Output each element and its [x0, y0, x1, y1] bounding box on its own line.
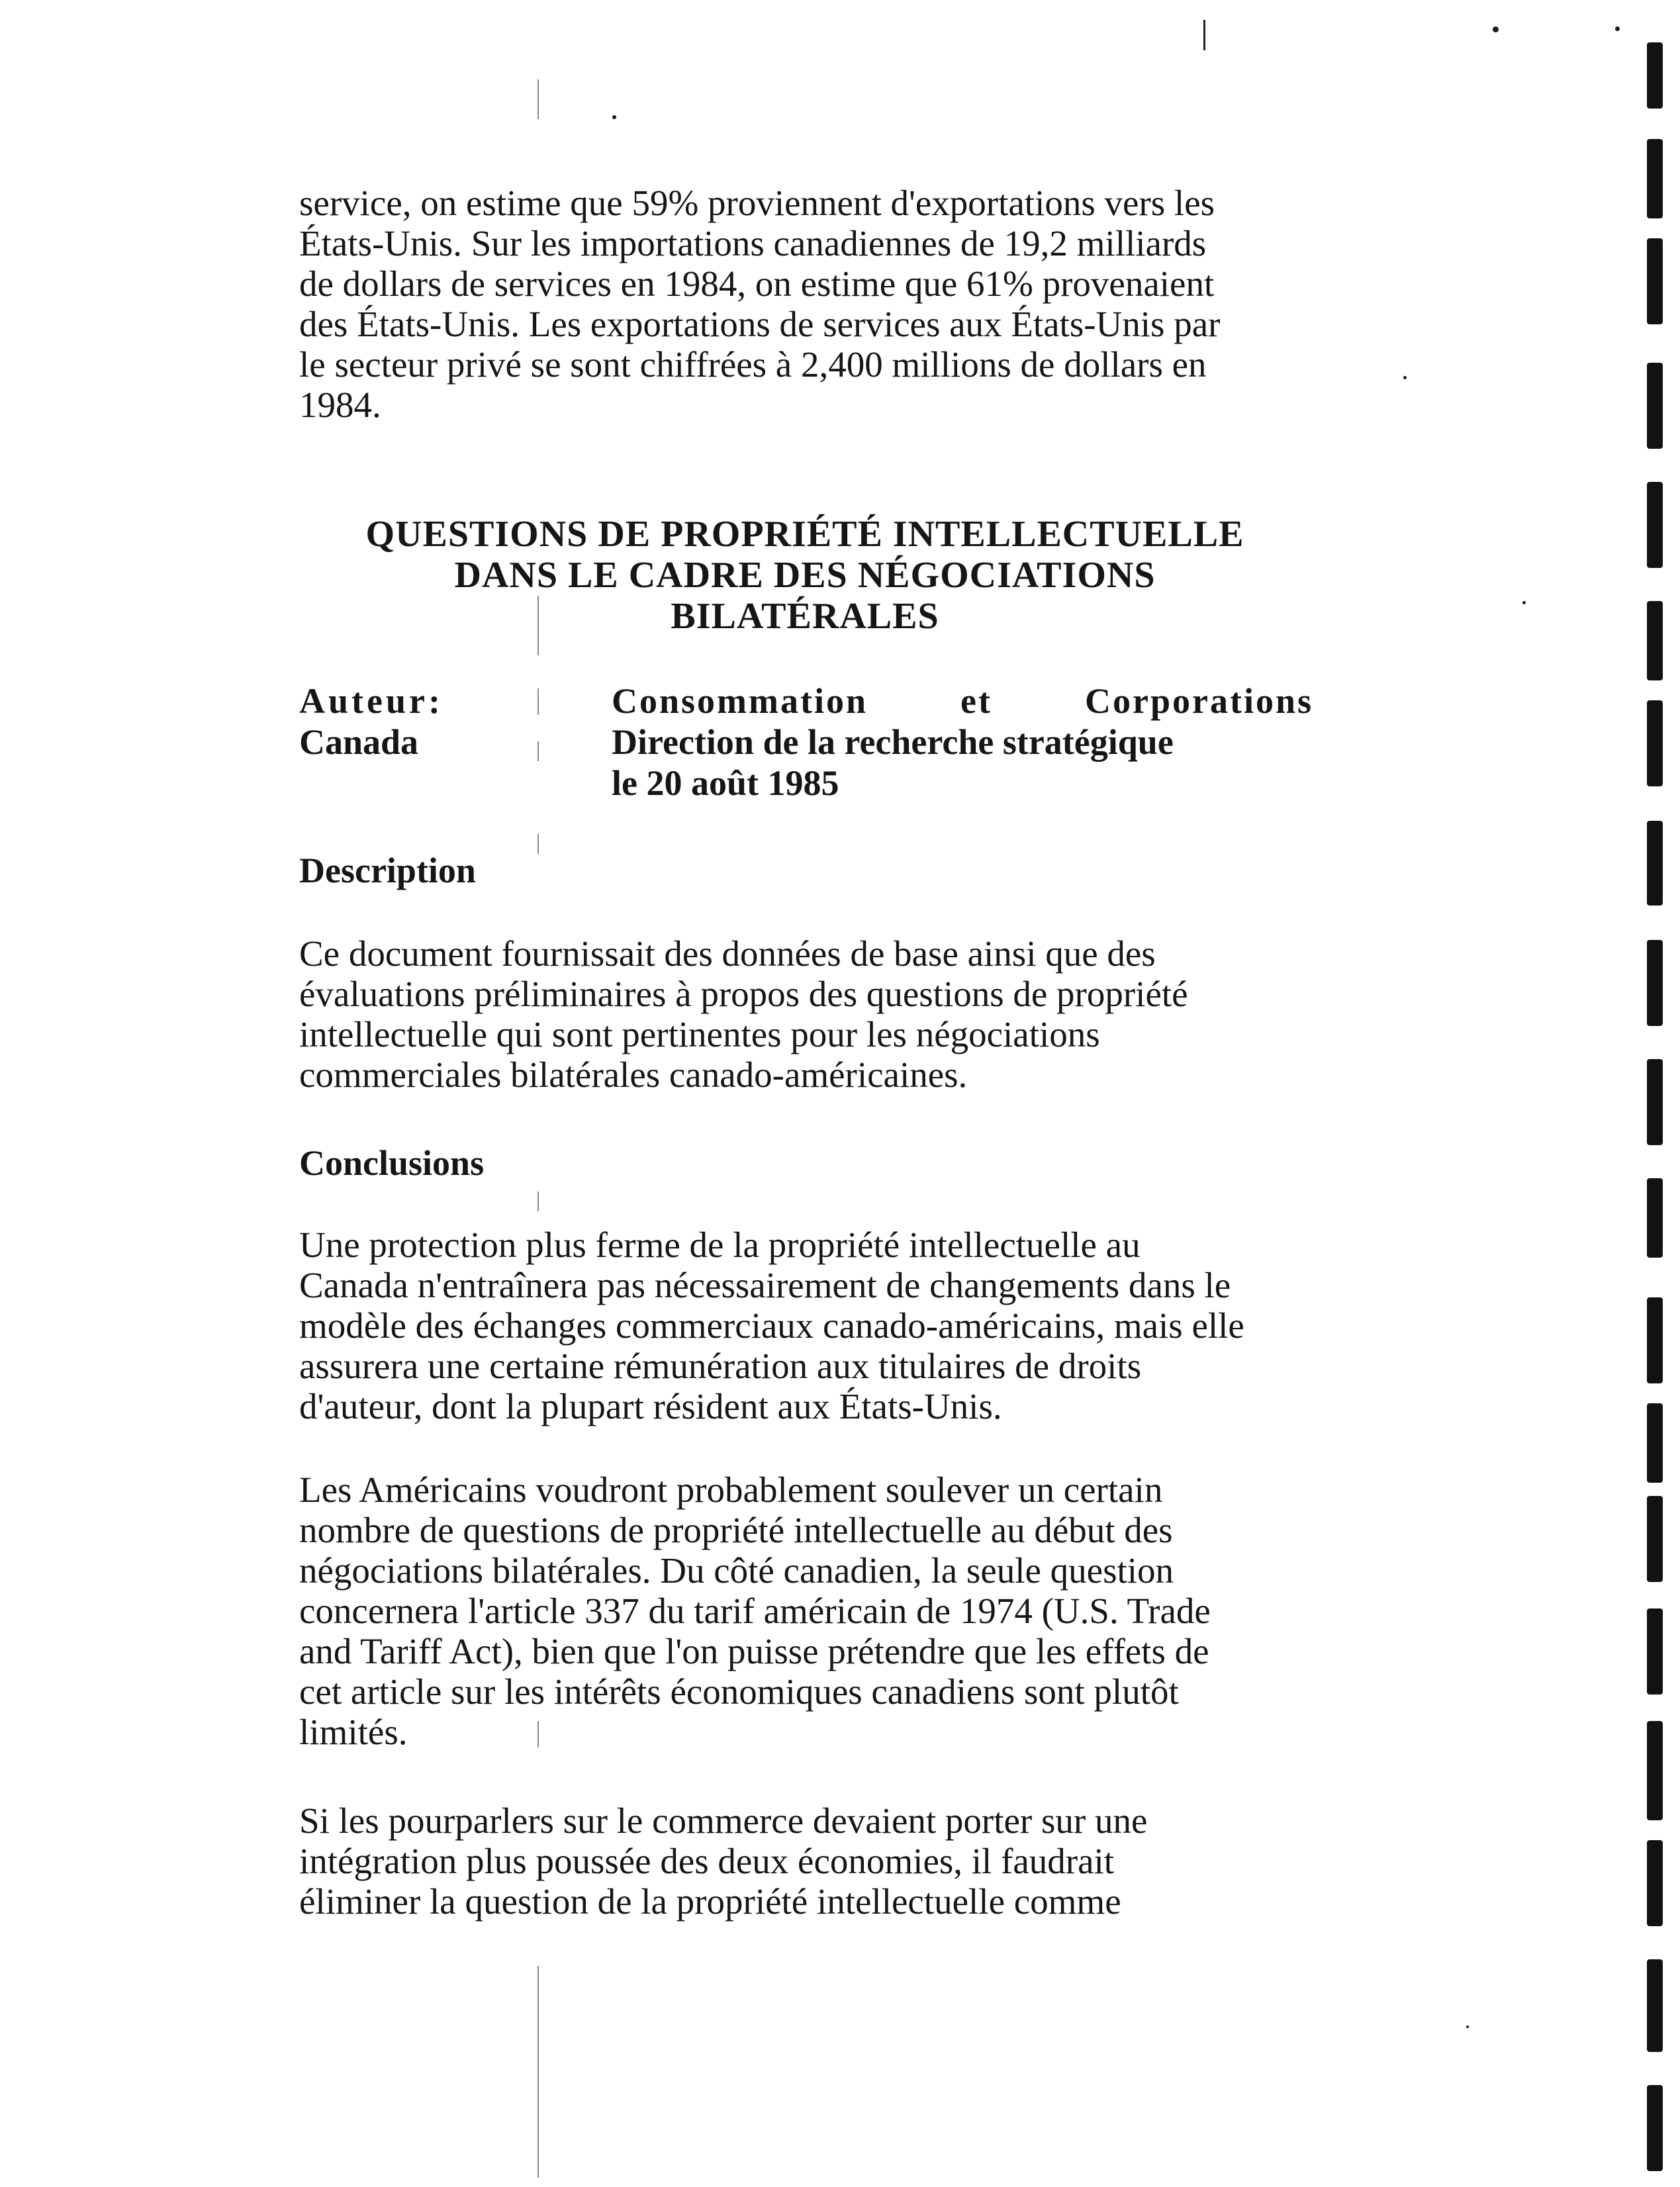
binding-mark — [1647, 821, 1663, 906]
text-line: Canada n'entraînera pas nécessairement de changements dans le — [299, 1265, 1231, 1305]
text-line: éliminer la question de la propriété intellectuelle comme — [299, 1881, 1121, 1922]
description-heading: Description — [299, 851, 476, 890]
section-title — [299, 514, 1311, 637]
text-line: d'auteur, dont la plupart résident aux États-Unis. — [299, 1386, 1002, 1426]
text-line: des États-Unis. Les exportations de services aux États-Unis par — [299, 304, 1221, 344]
author-country: Canada — [299, 722, 419, 762]
text-line: Les Américains voudront probablement soulever un certain — [299, 1469, 1163, 1510]
binding-mark — [1647, 940, 1663, 1026]
binding-mark — [1647, 482, 1663, 568]
binding-mark — [1647, 1403, 1663, 1483]
binding-mark — [1647, 1059, 1663, 1145]
text-line: intégration plus poussée des deux économies, il faudrait — [299, 1841, 1115, 1881]
binding-mark — [1647, 1178, 1663, 1258]
scan-guide-line — [537, 79, 539, 119]
text-line: assurera une certaine rémunération aux titulaires de droits — [299, 1346, 1142, 1386]
text-line: Une protection plus ferme de la propriété intellectuelle au — [299, 1225, 1141, 1265]
text-line: service, on estime que 59% proviennent d'exportations vers les — [299, 183, 1215, 223]
text-line: and Tariff Act), bien que l'on puisse prétendre que les effets de — [299, 1631, 1209, 1671]
text-line: cet article sur les intérêts économiques canadiens sont plutôt — [299, 1671, 1179, 1712]
author-date: le 20 août 1985 — [612, 763, 839, 803]
scan-guide-line — [1203, 20, 1205, 50]
binding-mark — [1647, 1840, 1663, 1926]
text-line: Si les pourparlers sur le commerce devaient porter sur une — [299, 1800, 1148, 1841]
title-line: QUESTIONS DE PROPRIÉTÉ INTELLECTUELLE — [365, 514, 1244, 555]
text-line: Ce document fournissait des données de base ainsi que des — [299, 933, 1156, 974]
binding-mark — [1647, 1959, 1663, 2052]
scan-speck — [1403, 376, 1407, 379]
binding-mark — [1647, 139, 1663, 218]
title-line: DANS LE CADRE DES NÉGOCIATIONS — [454, 555, 1156, 596]
scan-speck — [1522, 601, 1526, 604]
scan-speck — [612, 115, 616, 119]
scan-guide-line — [537, 834, 539, 854]
title-line: BILATÉRALES — [671, 596, 939, 637]
text-line: intellectuelle qui sont pertinentes pour les négociations — [299, 1014, 1100, 1054]
text-line: 1984. — [299, 385, 381, 425]
text-line: nombre de questions de propriété intellectuelle au début des — [299, 1510, 1173, 1550]
binding-mark — [1647, 238, 1663, 324]
author-directorate: Direction de la recherche stratégique — [612, 722, 1174, 762]
scan-speck — [1493, 26, 1499, 32]
text-line: de dollars de services en 1984, on estime que 61% provenaient — [299, 263, 1215, 304]
binding-mark — [1647, 1496, 1663, 1582]
scan-speck — [1466, 2025, 1469, 2028]
text-line: États-Unis. Sur les importations canadiennes de 19,2 milliards — [299, 223, 1207, 263]
binding-mark — [1647, 2085, 1663, 2171]
binding-mark — [1647, 1721, 1663, 1820]
author-organization: Consommation et Corporations — [612, 681, 1313, 721]
conclusions-paragraph-3 — [299, 1800, 1311, 1922]
binding-mark — [1647, 601, 1663, 680]
text-line: commerciales bilatérales canado-américaines. — [299, 1054, 968, 1095]
text-line: modèle des échanges commerciaux canado-américains, mais elle — [299, 1305, 1244, 1346]
binding-mark — [1647, 42, 1663, 109]
binding-mark — [1647, 1608, 1663, 1695]
author-label: Auteur: — [299, 681, 443, 721]
text-line: évaluations préliminaires à propos des questions de propriété — [299, 974, 1188, 1014]
author-labels — [299, 680, 564, 763]
text-line: concernera l'article 337 du tarif américain de 1974 (U.S. Trade — [299, 1591, 1211, 1631]
binding-mark — [1647, 700, 1663, 786]
conclusions-heading: Conclusions — [299, 1143, 485, 1183]
binding-mark — [1647, 1297, 1663, 1383]
binding-mark — [1647, 363, 1663, 449]
text-line: le secteur privé se sont chiffrées à 2,400 millions de dollars en — [299, 344, 1207, 385]
scan-guide-line — [537, 1966, 539, 2178]
scan-guide-line — [537, 1191, 539, 1211]
text-line: limités. — [299, 1712, 408, 1752]
conclusions-paragraph-2 — [299, 1469, 1311, 1752]
description-paragraph — [299, 933, 1311, 1095]
text-line: négociations bilatérales. Du côté canadien, la seule question — [299, 1550, 1174, 1591]
intro-paragraph — [299, 183, 1311, 425]
conclusions-paragraph-1 — [299, 1225, 1311, 1426]
scan-speck — [1615, 26, 1620, 31]
author-details — [612, 680, 1313, 804]
